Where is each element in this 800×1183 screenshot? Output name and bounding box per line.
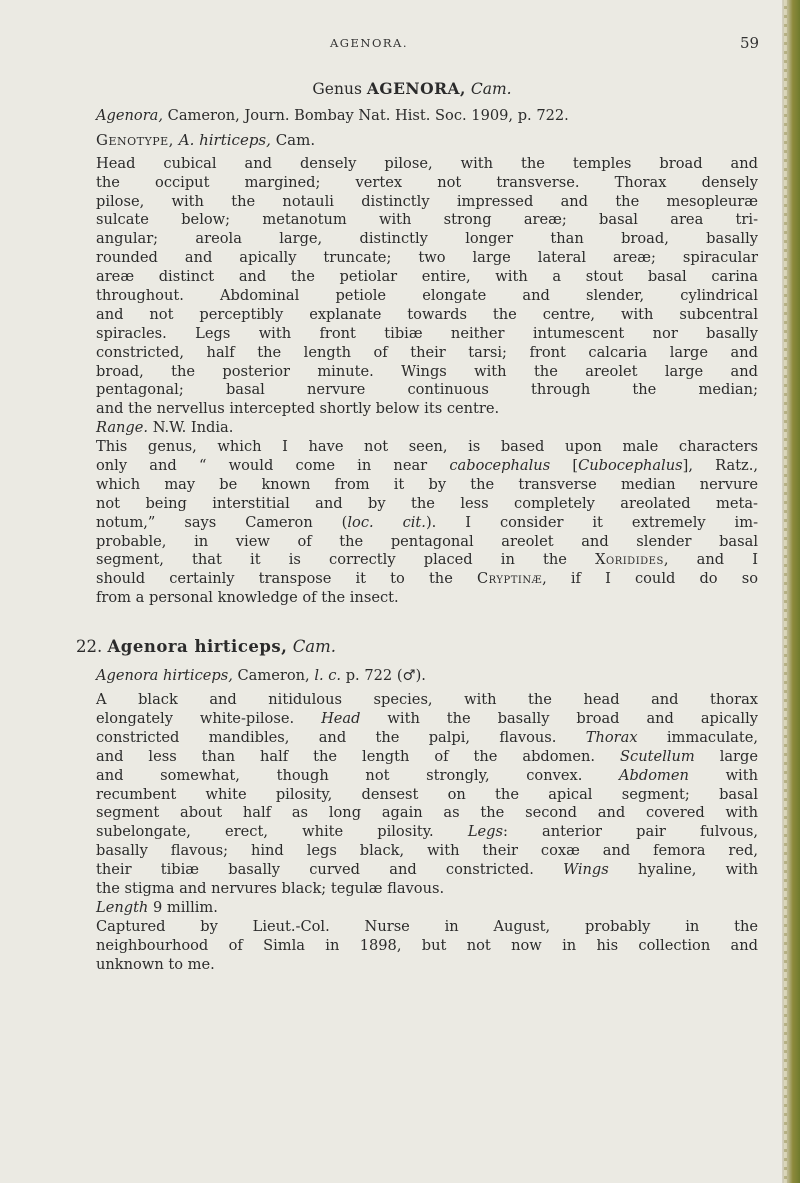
genus-description-line: broad, the posterior minute. Wings with the areolet large and [96,362,758,380]
running-head [0,36,800,56]
taxon-cryptinae: Cryptinæ [476,570,543,588]
remarks-text: segment, that it is correctly placed in the [96,551,567,569]
taxon-cabocephalus: cabocephalus [449,457,551,475]
genus-description-line: spiracles. Legs with front tibiæ neither intumescent nor basally [96,324,758,342]
length-value: 9 millim. [152,898,218,916]
species-citation-text: p. 722 (♂). [345,667,426,685]
species-line [96,729,758,748]
genus-citation-name: Agenora, [96,107,164,124]
species-text: elongately white-pilose. [96,709,295,727]
length-label: Length [96,898,149,916]
species-citation-text: Cameron, [237,667,310,685]
species-text: and somewhat, though not strongly, convex. [96,766,583,784]
genus-description-line: angular; areola large, distinctly longer than broad, basally [96,230,758,248]
species-number: 22. [76,637,103,657]
genus-remarks [96,438,758,608]
page-body [76,79,759,974]
genotype-label: Genotype, [96,130,174,149]
genus-description-line: constricted, half the length of their tarsi; front calcaria large and [96,343,758,361]
captured-line: unknown to me. [96,955,215,973]
species-text: with the basally broad and apically [387,709,759,727]
remarks-text: , if I could do so [542,570,758,588]
range-line [96,419,758,438]
captured-line: neighbourhood of Simla in 1898, but not now in his collection and [96,936,758,954]
species-line: segment about half as long again as the second and covered with [96,804,758,822]
genus-description [96,155,758,419]
remarks-line [96,551,758,570]
species-text: with [725,766,758,784]
term-scutellum: Scutellum [620,747,695,765]
captured-line: Captured by Lieut.-Col. Nurse in August, probably in the [96,917,758,935]
page-number: 59 [740,34,760,52]
species-citation [96,667,758,686]
genus-description-line: pentagonal; basal nervure continuous through the median; [96,381,758,399]
genotype-species: A. hirticeps, [178,130,271,149]
species-line: recumbent white pilosity, densest on the apical segment; basal [96,785,758,803]
genus-heading-name: AGENORA, [366,79,466,98]
species-citation-name: Agenora hirticeps, [96,667,233,685]
genus-description-line: areæ distinct and the petiolar entire, with a stout basal carina [96,268,758,286]
remarks-line: probable, in view of the pentagonal areolet and slender basal [96,532,758,550]
remarks-bracket: [ [572,457,579,475]
species-text: hyaline, with [638,861,758,879]
species-line: basally flavous; hind legs black, with their coxæ and femora red, [96,842,758,860]
remarks-text: only and “ would come in near [96,457,428,475]
genus-description-line: rounded and apically truncate; two large lateral areæ; spiracular [96,249,758,267]
length-line [96,899,758,918]
taxon-cubocephalus: Cubocephalus [578,457,683,475]
term-thorax: Thorax [585,728,638,746]
species-description [96,691,758,974]
remarks-text: should certainly transpose it to the [96,570,453,588]
remarks-line: from a personal knowledge of the insect. [96,589,399,607]
book-page-edge [782,0,800,1183]
remarks-text: , and I [663,551,759,569]
remarks-text: notum,” says Cameron ( [96,513,348,531]
genus-description-line: and not perceptibly explanate towards the centre, with subcentral [96,305,758,323]
remarks-text: ). I consider it extremely im- [425,513,758,531]
range-value: N.W. India. [152,419,234,437]
species-author: Cam. [292,637,337,657]
loc-cit: loc. cit. [347,513,426,531]
genus-description-line: the occiput margined; vertex not transverse. Thorax densely [96,173,758,191]
genus-description-line: throughout. Abdominal petiole elongate and slender, cylindrical [96,287,758,305]
genus-citation-text: Cameron, Journ. Bombay Nat. Hist. Soc. 1909, p. 722. [167,107,569,124]
range-label: Range. [96,419,149,437]
genus-description-line: Head cubical and densely pilose, with the temples broad and [96,154,758,172]
genus-heading-author: Cam. [470,80,512,98]
species-line: the stigma and nervures black; tegulæ flavous. [96,879,445,897]
taxon-xoridides: Xoridides [595,551,664,569]
species-citation-lc: l. c. [314,667,342,685]
species-text: their tibiæ basally curved and constricted. [96,861,534,879]
genus-heading-prefix: Genus [312,80,362,98]
species-line [96,748,758,767]
term-wings: Wings [563,861,609,879]
genotype-line [96,131,758,150]
remarks-line: not being interstitial and by the less completely areolated meta- [96,494,758,512]
species-line [96,861,758,880]
species-text: immaculate, [666,728,759,746]
species-text: subelongate, erect, white pilosity. [96,823,434,841]
running-title: AGENORA. [330,36,408,50]
genus-description-line: and the nervellus intercepted shortly below its centre. [96,400,500,418]
species-line [96,767,758,786]
genus-heading [66,80,758,102]
remarks-line: This genus, which I have not seen, is based upon male characters [96,438,758,456]
genus-citation [96,107,758,126]
species-text: constricted mandibles, and the palpi, flavous. [96,728,557,746]
term-head: Head [321,709,361,727]
genotype-author: Cam. [275,130,316,149]
remarks-line [96,514,758,533]
genus-description-line: sulcate below; metanotum with strong areæ; basal area tri- [96,211,758,229]
term-legs: Legs [467,823,503,841]
genus-description-line: pilose, with the notauli distinctly impressed and the mesopleuræ [96,192,758,210]
term-abdomen: Abdomen [619,766,689,784]
remarks-line [96,570,758,589]
species-heading [76,638,758,662]
remarks-line [96,457,758,476]
species-name: Agenora hirticeps, [107,637,288,657]
species-line [96,823,758,842]
remarks-line: which may be known from it by the transverse median nervure [96,475,758,493]
species-text: large [719,747,759,765]
species-line [96,710,758,729]
species-text: : anterior pair fulvous, [502,823,758,841]
species-line: A black and nitidulous species, with the head and thorax [96,691,758,709]
remarks-text: ], Ratz., [682,457,759,475]
species-text: and less than half the length of the abdomen. [96,747,596,765]
